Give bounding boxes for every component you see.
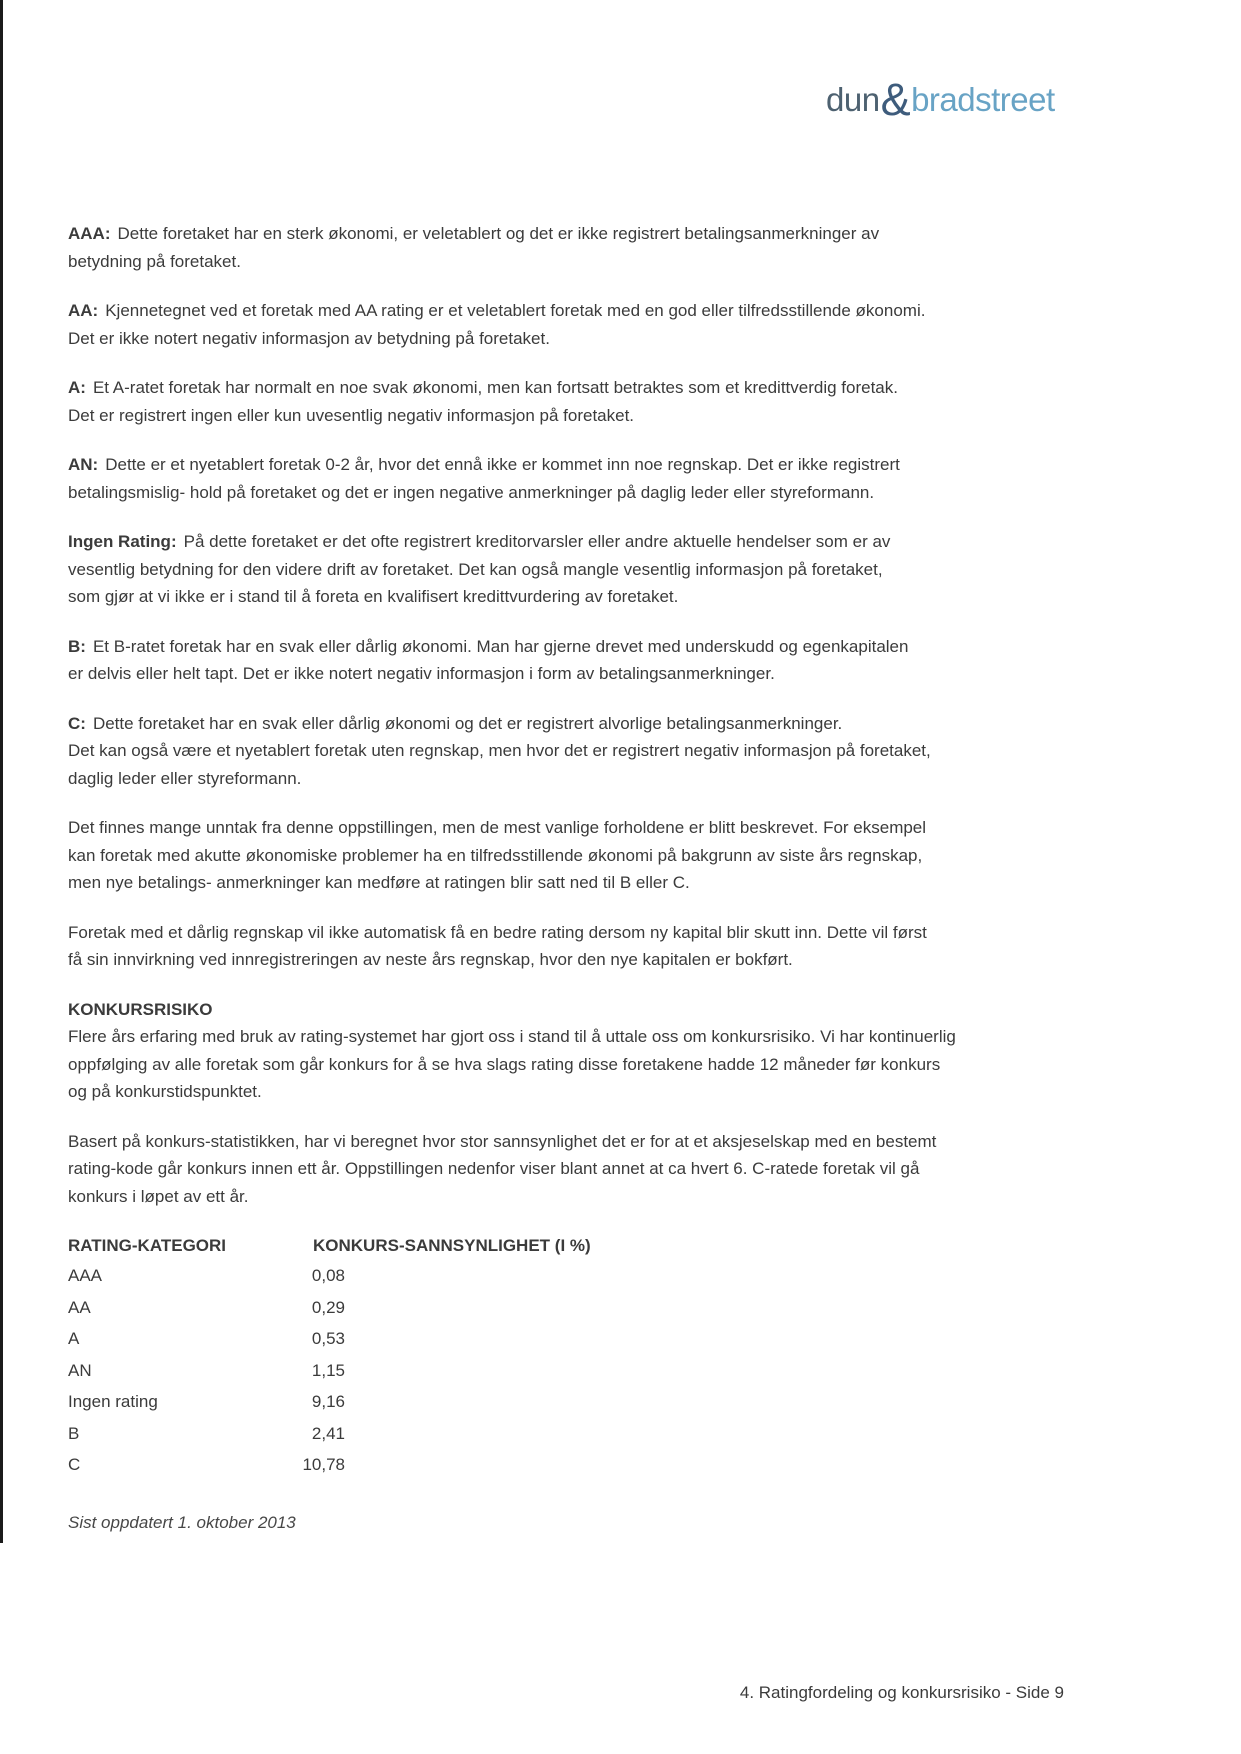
rating-paragraph: [68, 297, 1088, 352]
konkursrisiko-heading: KONKURSRISIKO: [68, 999, 213, 1019]
table-header-rating-kategori: RATING-KATEGORI: [68, 1236, 227, 1255]
rating-paragraph: [68, 710, 1088, 793]
table-row: [68, 1386, 1088, 1418]
table-row: [68, 1355, 1088, 1387]
logo-text-bradstreet: bradstreet: [911, 81, 1055, 118]
rating-probability-table: [68, 1232, 1088, 1481]
paragraph-line: Basert på konkurs-statistikken, har vi beregnet hvor stor sannsynlighet det er for at et aksjeselskap med en bestemt: [68, 1131, 937, 1151]
paragraph-line: Det finnes mange unntak fra denne oppstillingen, men de mest vanlige forholdene er blitt beskrevet. For eksempel: [68, 818, 927, 837]
rating-category-cell: B: [68, 1423, 80, 1443]
rating-label: AA:: [68, 301, 99, 320]
table-rows: [68, 1260, 1088, 1481]
probability-cell: 0,08: [311, 1266, 345, 1285]
probability-cell: 9,16: [311, 1392, 345, 1411]
rating-paragraph: [68, 528, 1088, 611]
probability-cell: 1,15: [311, 1360, 345, 1380]
rating-category-cell: AN: [68, 1360, 92, 1380]
table-row: [68, 1449, 1088, 1481]
rating-category-cell: Ingen rating: [68, 1392, 158, 1411]
rating-label: A:: [68, 378, 86, 397]
rating-paragraph: [68, 451, 1088, 506]
rating-paragraph: [68, 374, 1088, 429]
rating-category-cell: AA: [68, 1297, 91, 1317]
rating-label: AN:: [68, 455, 99, 474]
paragraph-line: AAA: Dette foretaket har en sterk økonomi, er veletablert og det er ikke registrert betalingsanmerkninger av: [68, 224, 880, 243]
paragraph-line: AN: Dette er et nyetablert foretak 0-2 år, hvor det ennå ikke er kommet inn noe regnskap. Det er ikke registrert: [68, 455, 900, 474]
rating-paragraph: [68, 220, 1088, 275]
paragraph-line: C: Dette foretaket har en svak eller dårlig økonomi og det er registrert alvorlige betalingsanmerkninger.: [68, 713, 843, 733]
paragraph-line: rating-kode går konkurs innen ett år. Oppstillingen nedenfor viser blant annet at ca hvert 6. C-ratede foretak vil gå: [68, 1159, 920, 1178]
dun-bradstreet-logo: [826, 70, 1055, 125]
paragraph-line: kan foretak med akutte økonomiske problemer ha en tilfredsstillende økonomi på bakgrunn av siste års regnskap,: [68, 845, 923, 865]
rating-category-cell: AAA: [68, 1266, 103, 1285]
rating-label: B:: [68, 636, 86, 656]
paragraph-line: betalingsmislig- hold på foretaket og det er ingen negative anmerkninger på daglig leder eller styreformann.: [68, 482, 875, 502]
paragraph-line: B: Et B-ratet foretak har en svak eller dårlig økonomi. Man har gjerne drevet med underskudd og egenkapitalen: [68, 636, 909, 656]
table-row: [68, 1418, 1088, 1450]
logo-text-dun: dun: [826, 81, 880, 118]
paragraph-line: A: Et A-ratet foretak har normalt en noe svak økonomi, men kan fortsatt betraktes som et kredittverdig foretak.: [68, 378, 898, 397]
document-body: [68, 220, 1088, 1536]
probability-cell: 0,29: [311, 1297, 345, 1317]
paragraph-line: AA: Kjennetegnet ved et foretak med AA rating er et veletablert foretak med en god eller tilfredsstillende økonomi.: [68, 301, 926, 320]
paragraph-line: få sin innvirkning ved innregistreringen av neste års regnskap, hvor den nye kapitalen er bokført.: [68, 950, 793, 969]
page-edge-line: [0, 0, 3, 1543]
paragraph-line: oppfølging av alle foretak som går konkurs for å se hva slags rating disse foretakene hadde 12 måneder før konkurs: [68, 1054, 941, 1074]
rating-label: C:: [68, 713, 86, 733]
konkursrisiko-paragraph: [68, 1023, 1088, 1106]
logo-ampersand-icon: &: [880, 74, 911, 125]
rating-paragraph: [68, 814, 1088, 897]
rating-label: AAA:: [68, 224, 111, 243]
probability-cell: 2,41: [311, 1423, 345, 1443]
paragraph-line: og på konkurstidspunktet.: [68, 1082, 262, 1101]
paragraph-line: konkurs i løpet av ett år.: [68, 1186, 249, 1206]
rating-paragraphs: [68, 220, 1088, 974]
konkursrisiko-paragraph: [68, 1128, 1088, 1211]
rating-label: Ingen Rating:: [68, 532, 177, 551]
paragraph-line: er delvis eller helt tapt. Det er ikke notert negativ informasjon i form av betalingsanmerkninger.: [68, 664, 775, 683]
table-row: [68, 1260, 1088, 1292]
rating-category-cell: A: [68, 1329, 80, 1348]
rating-paragraph: [68, 919, 1088, 974]
paragraph-line: daglig leder eller styreformann.: [68, 768, 302, 788]
paragraph-line: Det er registrert ingen eller kun uvesentlig negativ informasjon på foretaket.: [68, 405, 635, 425]
paragraph-line: som gjør at vi ikke er i stand til å foreta en kvalifisert kredittvurdering av foretaket.: [68, 587, 679, 606]
rating-paragraph: [68, 633, 1088, 688]
table-header-konkurs-sannsynlighet: KONKURS-SANNSYNLIGHET (I %): [313, 1236, 591, 1255]
table-row: [68, 1323, 1088, 1355]
paragraph-line: vesentlig betydning for den videre drift av foretaket. Det kan også mangle vesentlig informasjon på foretaket,: [68, 559, 883, 579]
table-header-row: [68, 1232, 1088, 1260]
rating-category-cell: C: [68, 1455, 81, 1474]
probability-cell: 10,78: [302, 1455, 345, 1474]
paragraph-line: Foretak med et dårlig regnskap vil ikke automatisk få en bedre rating dersom ny kapital blir skutt inn. Dette vil først: [68, 922, 927, 942]
last-updated-note: Sist oppdatert 1. oktober 2013: [68, 1512, 296, 1532]
paragraph-line: men nye betalings- anmerkninger kan medføre at ratingen blir satt ned til B eller C.: [68, 873, 690, 892]
konkursrisiko-paragraphs: [68, 1023, 1088, 1210]
paragraph-line: Ingen Rating: På dette foretaket er det ofte registrert kreditorvarsler eller andre aktuelle hendelser som er av: [68, 532, 891, 551]
page-footer: 4. Ratingfordeling og konkursrisiko - Side 9: [739, 1683, 1064, 1702]
paragraph-line: Det er ikke notert negativ informasjon av betydning på foretaket.: [68, 328, 550, 348]
paragraph-line: Det kan også være et nyetablert foretak uten regnskap, men hvor det er registrert negativ informasjon på foretaket,: [68, 741, 931, 760]
paragraph-line: Flere års erfaring med bruk av rating-systemet har gjort oss i stand til å uttale oss om konkursrisiko. Vi har kontinuerlig: [68, 1027, 956, 1046]
paragraph-line: betydning på foretaket.: [68, 251, 241, 271]
probability-cell: 0,53: [311, 1329, 345, 1348]
table-row: [68, 1292, 1088, 1324]
